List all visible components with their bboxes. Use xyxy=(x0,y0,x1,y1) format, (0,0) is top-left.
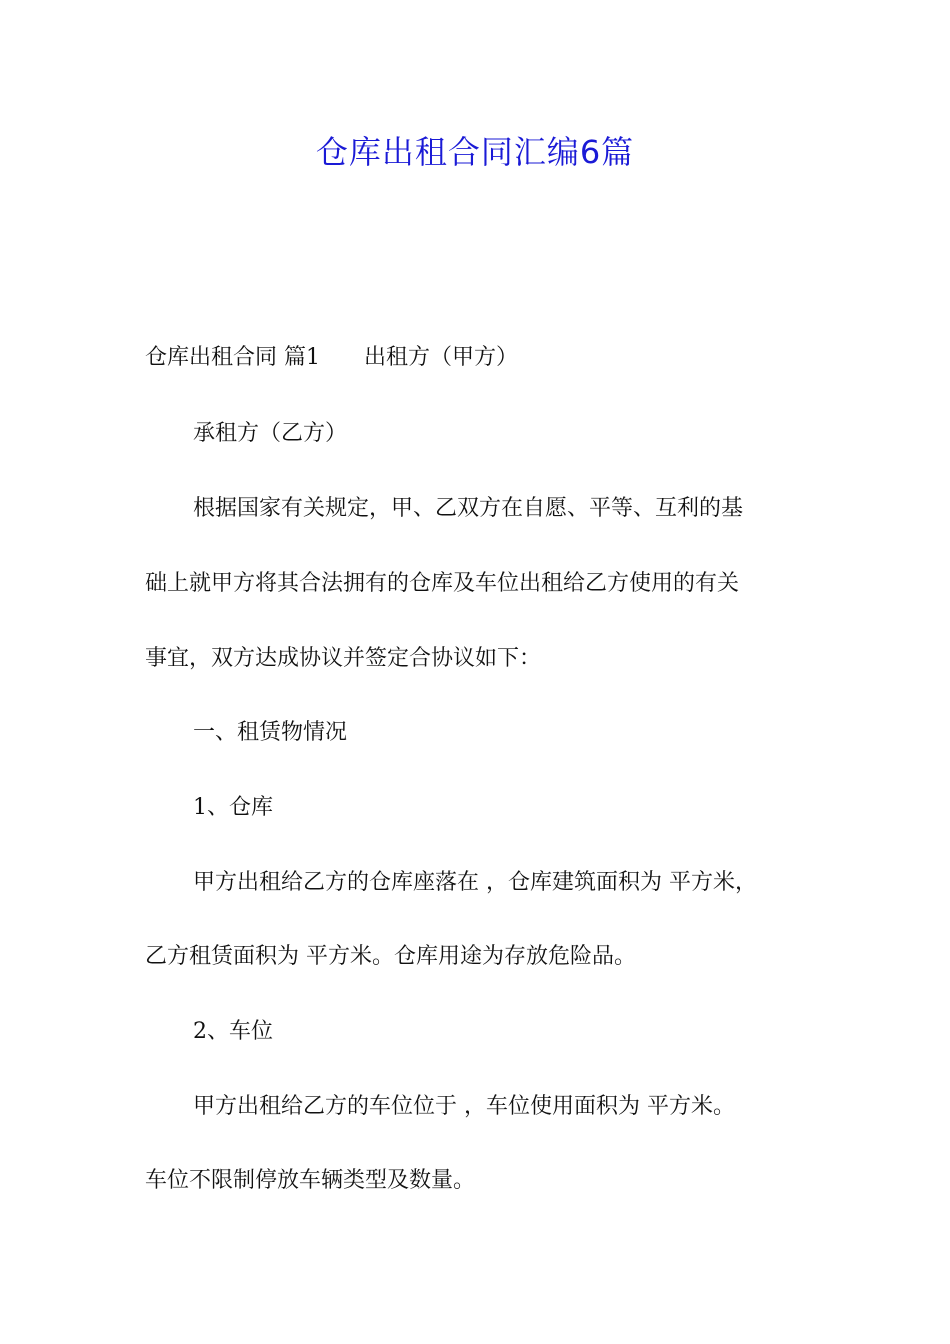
paragraph-line: 根据国家有关规定，甲、乙双方在自愿、平等、互利的基 xyxy=(193,496,744,521)
paragraph-line: 车位不限制停放车辆类型及数量。 xyxy=(145,1168,476,1193)
paragraph-line: 事宜，双方达成协议并签定合协议如下： xyxy=(145,646,542,671)
section-heading: 一、租赁物情况 xyxy=(193,720,348,745)
lessor-label: 出租方（甲方） xyxy=(364,345,519,370)
subsection-heading: 1、仓库 xyxy=(193,795,273,820)
document-title: 仓库出租合同汇编6篇 xyxy=(315,133,635,171)
lessee-label: 承租方（乙方） xyxy=(193,421,348,446)
paragraph-line: 础上就甲方将其合法拥有的仓库及车位出租给乙方使用的有关 xyxy=(145,571,740,596)
subsection-heading: 2、车位 xyxy=(193,1019,273,1044)
contract-first-line xyxy=(145,343,815,373)
paragraph-line: 乙方租赁面积为 平方米。仓库用途为存放危险品。 xyxy=(145,944,636,969)
paragraph-line: 甲方出租给乙方的仓库座落在 ，仓库建筑面积为 平方米， xyxy=(193,870,757,895)
contract-heading: 仓库出租合同 篇1 xyxy=(145,345,320,370)
paragraph-line: 甲方出租给乙方的车位位于 ，车位使用面积为 平方米。 xyxy=(193,1094,735,1119)
